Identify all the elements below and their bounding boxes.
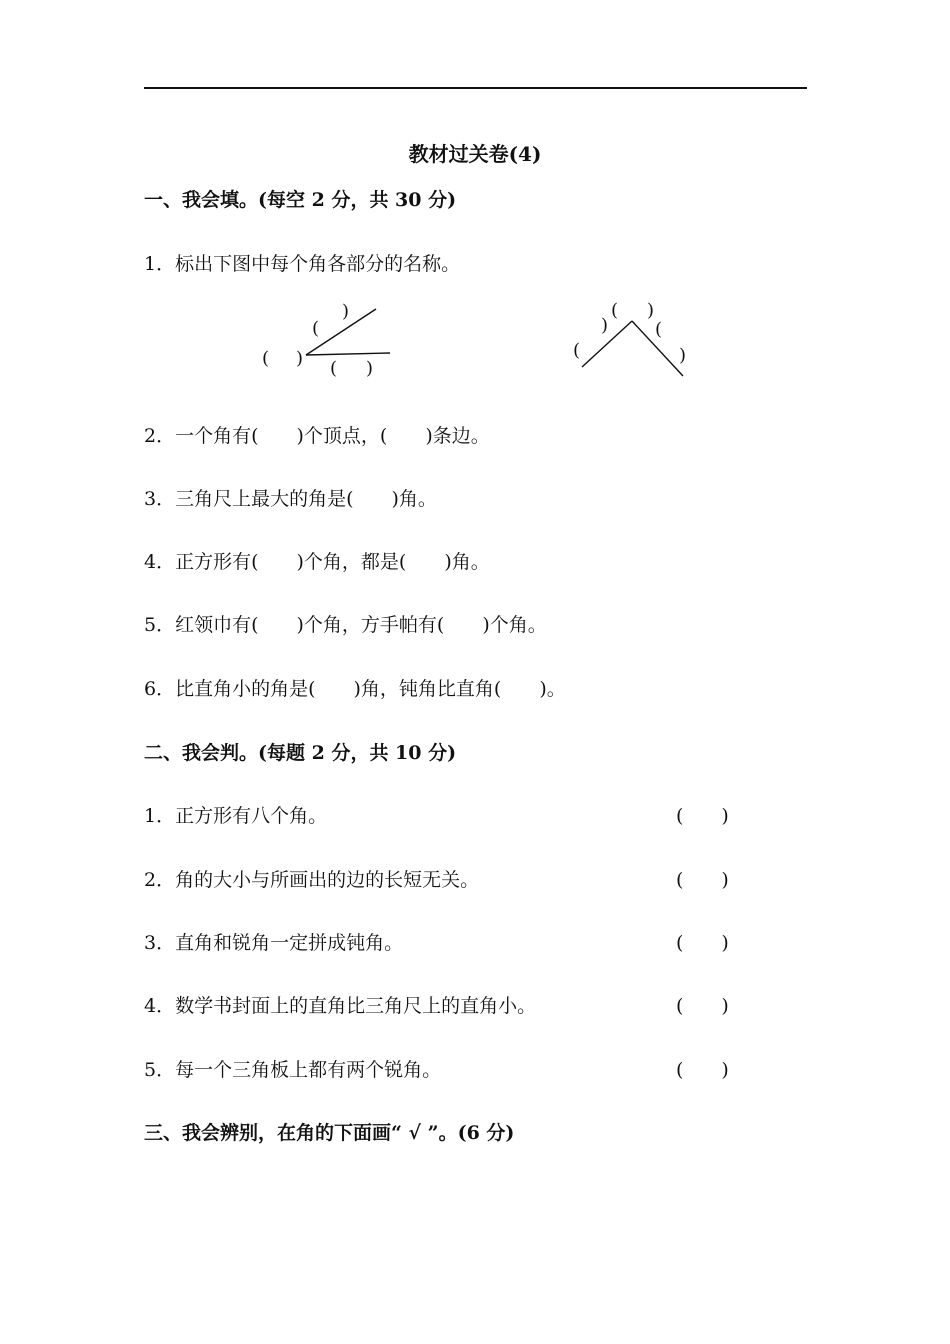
left-end-paren-open: ( [573,340,581,361]
judge-item-4: 4．数学书封面上的直角比三角尺上的直角小。 [144,995,537,1017]
judge-answer-4: ( ) [676,995,729,1017]
question-1-2: 2．一个角有( )个顶点，( )条边。 [144,425,490,447]
vertex-paren-open: ( [611,300,619,321]
acute-angle-figure [250,295,410,390]
obtuse-angle-figure [565,290,700,385]
question-1-5: 5．红领巾有( )个角，方手帕有( )个角。 [144,614,547,636]
vertex-paren-open: ( [262,348,270,369]
question-1-3: 3．三角尺上最大的角是( )角。 [144,488,437,510]
section2-heading: 二、我会判。(每题 2 分，共 10 分) [144,742,457,764]
question-1-1: 1．标出下图中每个角各部分的名称。 [144,253,461,275]
vertex-paren-close: ) [296,348,304,369]
judge-item-5: 5．每一个三角板上都有两个锐角。 [144,1059,442,1081]
judge-answer-5: ( ) [676,1059,729,1081]
side-top-paren-close: ) [342,301,350,322]
judge-answer-1: ( ) [676,805,729,827]
judge-item-2: 2．角的大小与所画出的边的长短无关。 [144,869,480,891]
side-bottom-paren-close: ) [366,358,374,379]
left-side-paren-close: ) [601,315,609,336]
side-bottom-paren-open: ( [330,358,338,379]
judge-item-3: 3．直角和锐角一定拼成钝角。 [144,932,404,954]
top-rule [144,87,807,89]
question-1-4: 4．正方形有( )个角，都是( )角。 [144,551,490,573]
page-title: 教材过关卷(4) [408,142,542,166]
section1-heading: 一、我会填。(每空 2 分，共 30 分) [144,189,457,211]
judge-answer-3: ( ) [676,932,729,954]
judge-item-1: 1．正方形有八个角。 [144,805,328,827]
right-side-paren-open: ( [655,319,663,340]
question-1-6: 6．比直角小的角是( )角，钝角比直角( )。 [144,678,566,700]
side-top-paren-open: ( [312,318,320,339]
section3-heading: 三、我会辨别，在角的下面画“ √ ”。(6 分) [144,1122,515,1144]
right-end-paren-close: ) [679,345,687,366]
vertex-paren-close: ) [647,300,655,321]
judge-answer-2: ( ) [676,869,729,891]
